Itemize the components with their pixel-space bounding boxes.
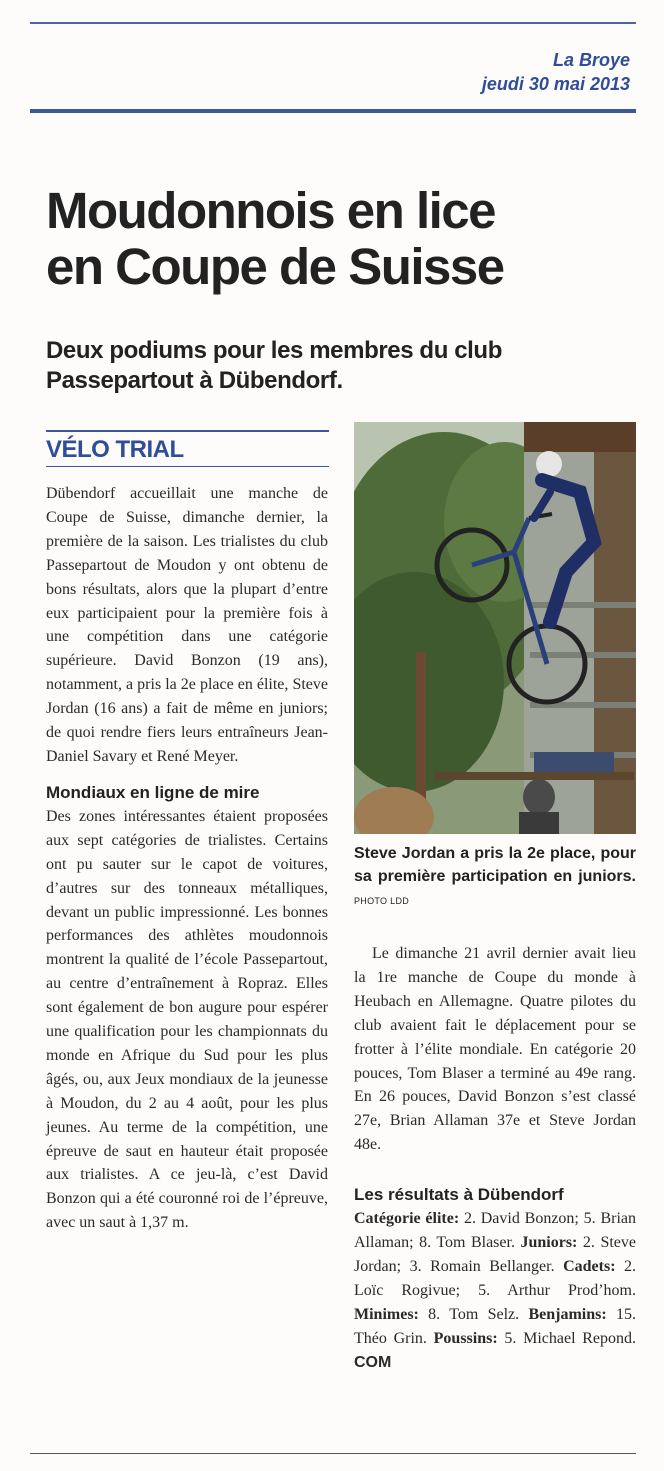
section-title-mondiaux: Mondiaux en ligne de mire (46, 782, 260, 802)
photo-caption (354, 842, 636, 913)
trial-rider-photo (354, 422, 636, 834)
article-column-left (46, 482, 328, 1235)
rubric-rule-top (46, 430, 329, 432)
header-rule-thick (30, 109, 636, 113)
rubric-rule-bottom (46, 466, 329, 467)
results-title: Les résultats à Dübendorf (354, 1185, 564, 1205)
footer-rule (30, 1453, 636, 1454)
results-poussins-label: Poussins: (433, 1329, 498, 1347)
intro-paragraph: Dübendorf accueillait une manche de Coupe de Suisse, dimanche dernier, la première de la saison. Les trialistes du club Passepartout de Moudon y ont obtenu de bons résultats, alors que la plupart d’entre eux participaient pour la première fois à une compétition dans une catégorie supérieure. David Bonzon (19 ans), notamment, a pris la 2e place en élite, Steve Jordan (16 ans) a fait de même en juniors; de quoi rendre fiers leurs entraîneurs Jean-Daniel Savary et René Meyer. (46, 485, 328, 765)
header-dateline (482, 48, 630, 96)
results-benjamins-label: Benjamins: (528, 1305, 607, 1323)
results-juniors: 2. Steve Jordan; 3. Romain Bellanger. (354, 1234, 637, 1275)
results-elite: 2. David Bonzon; 5. Brian Allaman; 8. Tom Blaser. (354, 1210, 636, 1252)
caption-text: Steve Jordan a pris la 2e place, pour sa première participation en juniors. (354, 845, 636, 885)
article-subhead: Deux podiums pour les membres du club Passepartout à Dübendorf. (46, 337, 502, 394)
results-minimes: 8. Tom Selz. (418, 1305, 529, 1323)
results-cadets: 2. Loïc Rogivue; 5. Arthur Prod’hom. (354, 1257, 637, 1299)
results-list (354, 1207, 636, 1374)
article-photo (354, 422, 636, 834)
headline-line-2: en Coupe de Suisse (46, 238, 504, 295)
results-elite-label: Catégorie élite: (354, 1210, 460, 1228)
results-juniors-label: Juniors: (520, 1234, 578, 1252)
header-rule-top (30, 22, 636, 24)
article-column-right (354, 942, 636, 1375)
headline-line-1: Moudonnois en lice (46, 182, 496, 239)
results-benjamins: 15. Théo Grin. (354, 1305, 637, 1347)
photo-credit: PHOTO LDD (354, 896, 410, 906)
article-signature: COM (354, 1353, 392, 1371)
publication-name: La Broye (552, 50, 630, 70)
results-poussins: 5. Michael Repond. (497, 1329, 637, 1347)
results-cadets-label: Cadets: (563, 1257, 616, 1275)
publication-date: jeudi 30 mai 2013 (481, 74, 630, 94)
article-headline (46, 183, 636, 295)
worldcup-paragraph: Le dimanche 21 avril dernier avait lieu la 1re manche de Coupe du monde à Heubach en Allemagne. Quatre pilotes du club avaient fait le déplacement pour se frotter à l’élite mondiale. En catégorie 20 pouces, Tom Blaser a terminé au 49e rang. En 26 pouces, David Bonzon s’est classé 27e, Brian Allaman 37e et Steve Jordan 48e. (354, 945, 636, 1154)
rubric-label: VÉLO TRIAL (46, 436, 184, 463)
section-paragraph-mondiaux: Des zones intéressantes étaient proposées aux sept catégories de trialistes. Certains ont pu sauter sur le capot de voitures, d’autres sur des tonneaux métalliques, devant un public impressionné. Les bonnes performances des athlètes moudonnois montrent la qualité de l’école Passepartout, au centre d’entraînement à Ropraz. Elles sont également de bon augure pour espérer une qualification pour les championnats du monde en Afrique du Sud pour les plus âgés, ou, aux Jeux mondiaux de la jeunesse à Moudon, du 2 au 4 août, pour les plus jeunes. Au terme de la compétition, une épreuve de saut en hauteur était proposée aux trialistes. A ce jeu-là, c’est David Bonzon qui a été couronné roi de l’épreuve, avec un saut à 1,37 m. (46, 807, 328, 1232)
results-minimes-label: Minimes: (354, 1305, 419, 1323)
